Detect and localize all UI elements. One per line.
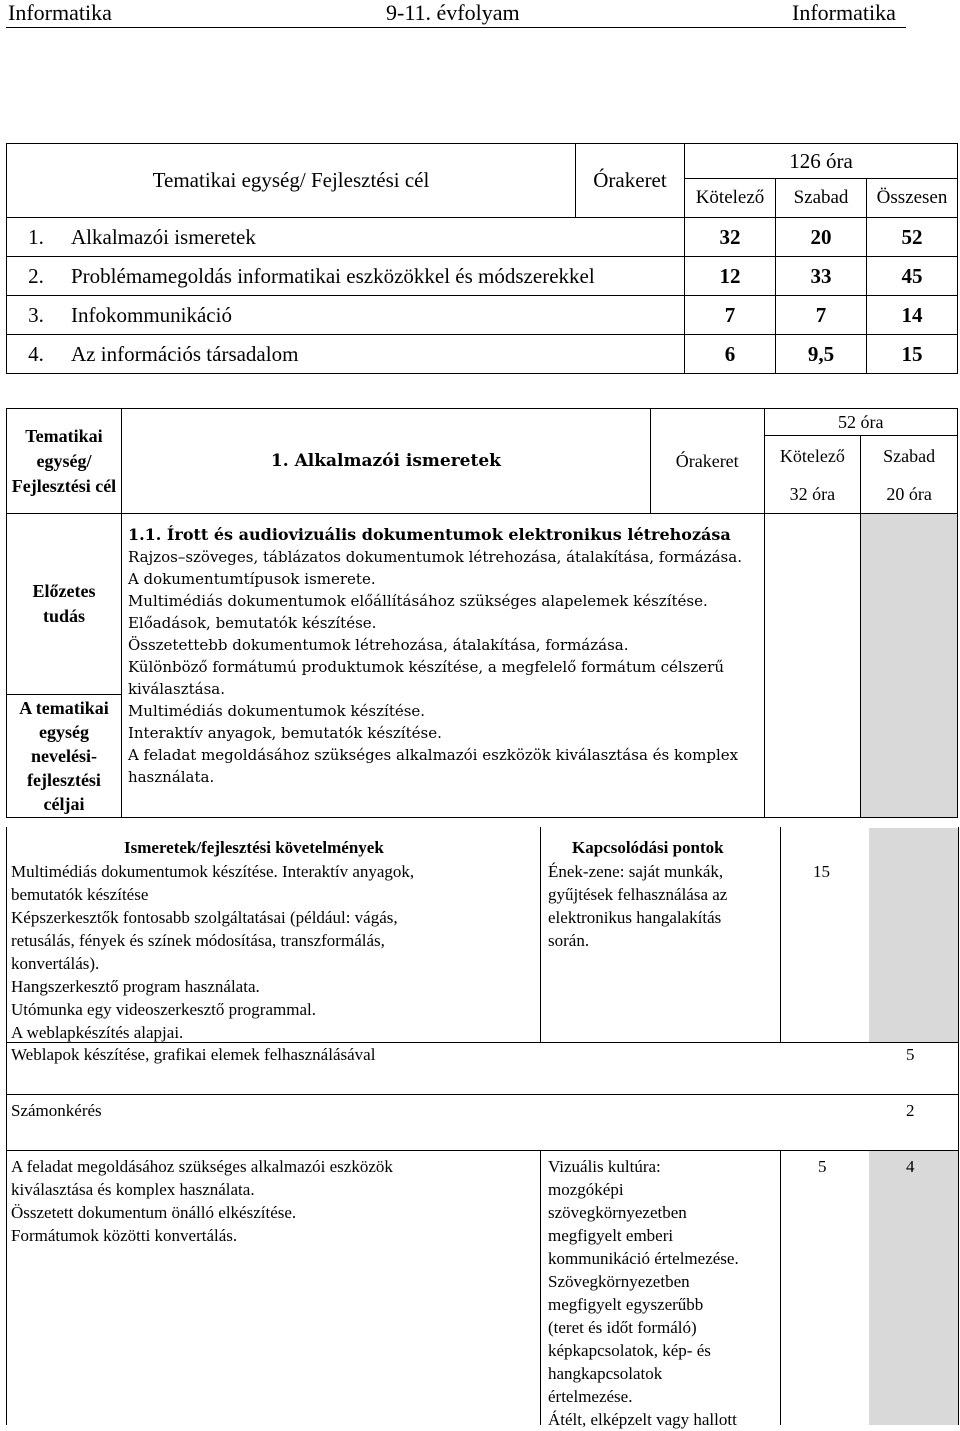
subsection-title: 1.1. Írott és audiovizuális dokumentumok elektronikus létrehozása [127,525,731,544]
row-free: 7 [776,296,867,335]
row-label: Alkalmazói ismeretek [65,218,685,257]
row-label: Problémamegoldás informatikai eszközökkel és módszerekkel [65,257,685,296]
row-index: 2. [7,257,66,296]
summary-col-topic: Tematikai egység/ Fejlesztési cél [7,144,576,218]
web-row-label: Weblapok készítése, grafikai elemek felhasználásával [11,1045,376,1064]
prior-line: A dokumentumtípusok ismerete. [127,570,376,588]
row-mandatory: 12 [685,257,776,296]
prior-line: Rajzos–szöveges, táblázatos dokumentumok létrehozása, átalakítása, formázása. [127,548,742,566]
req-shaded-cell-2 [869,1151,958,1425]
req-left-line: Képszerkesztők fontosabb szolgáltatásai (például: vágás, [11,908,398,927]
last-right-line: szövegkörnyezetben [548,1203,687,1222]
unit-table [6,408,958,818]
last-right-line: (teret és időt formáló) [548,1318,697,1337]
summary-col-mandatory: Kötelező [685,179,776,218]
header-right: Informatika [792,0,896,25]
summary-col-hours: Órakeret [576,144,685,218]
req-right-line: során. [548,931,590,950]
unit-free-label: Szabad [883,445,936,466]
last-hours-b: 4 [906,1157,915,1176]
last-left-line: Összetett dokumentum önálló elkészítése. [11,1203,297,1222]
unit-title: 1. Alkalmazói ismeretek [121,409,650,514]
req-right-line: gyűjtések felhasználása az [548,885,728,904]
row-sum: 52 [867,218,958,257]
exam-row-hours: 2 [906,1101,915,1120]
last-right-line: hangkapcsolatok [548,1364,663,1383]
unit-total: 52 óra [764,409,957,436]
table-row [7,218,958,257]
table-row [7,257,958,296]
row-free: 33 [776,257,867,296]
summary-total: 126 óra [685,144,958,179]
req-left-line: Multimédiás dokumentumok készítése. Interaktív anyagok, [11,862,415,881]
header-rule [6,27,906,28]
row-free: 9,5 [776,335,867,374]
last-right-line: mozgóképi [548,1180,624,1199]
req-mid-border [540,827,541,1042]
req-divider-2 [6,1094,958,1095]
goal-line: Interaktív anyagok, bemutatók készítése. [127,724,442,742]
unit-free [861,436,958,514]
row-sum: 45 [867,257,958,296]
last-left-line: A feladat megoldásához szükséges alkalmazói eszközök [11,1157,393,1176]
req-right-border [780,827,781,1042]
req-left-line: A weblapkészítés alapjai. [11,1023,184,1042]
row-free: 20 [776,218,867,257]
goal-line: A feladat megoldásához szükséges alkalmazói eszközök kiválasztása és komplex használata. [127,746,739,786]
unit-blank-free [861,514,958,818]
last-hours-a: 5 [818,1157,827,1176]
req-mid-border-2 [540,1150,541,1425]
row-mandatory: 7 [685,296,776,335]
last-right-line: értelmezése. [548,1387,633,1406]
req-outer-right [958,827,959,1425]
req-left-block [11,860,414,1044]
req-left-border [6,827,7,1425]
unit-mandatory-label: Kötelező [779,445,845,466]
row-index: 3. [7,296,66,335]
table-row [7,296,958,335]
row-mandatory: 32 [685,218,776,257]
goal-line: Összetettebb dokumentumok létrehozása, átalakítása, formázása. [127,636,629,654]
row-index: 1. [7,218,66,257]
last-left-line: Formátumok közötti konvertálás. [11,1226,238,1245]
req-hours: 15 [813,862,830,881]
req-right-line: Ének-zene: saját munkák, [548,862,724,881]
last-right-line: Vizuális kultúra: [548,1157,661,1176]
req-left-line: retusálás, fények és színek módosítása, transzformálás, [11,931,385,950]
req-header-left: Ismeretek/fejlesztési követelmények [124,838,384,857]
req-right-block [548,860,727,952]
last-right-line: képkapcsolatok, kép- és [548,1341,711,1360]
row-label: Infokommunikáció [65,296,685,335]
last-right-line: Szövegkörnyezetben [548,1272,690,1291]
last-right-line: kommunikáció értelmezése. [548,1249,739,1268]
row-index: 4. [7,335,66,374]
summary-table [6,143,958,374]
row-sum: 14 [867,296,958,335]
req-left-line: bemutatók készítése [11,885,149,904]
unit-mandatory-hours: 32 óra [789,483,836,504]
unit-blank-mandatory [764,514,861,818]
prior-knowledge-label: Előzetes tudás [7,514,122,695]
row-label: Az információs társadalom [65,335,685,374]
req-header-right: Kapcsolódási pontok [572,838,724,857]
unit-content [121,514,764,818]
req-left-line: Utómunka egy videoszerkesztő programmal. [11,1000,316,1019]
exam-row-label: Számonkérés [11,1101,102,1120]
unit-topic-label: Tematikai egység/ Fejlesztési cél [7,409,122,514]
goal-line: Multimédiás dokumentumok készítése. [127,702,426,720]
req-shaded-cell [869,828,958,1042]
goals-label: A tematikai egység nevelési-fejlesztési céljai [7,695,122,818]
web-row-hours: 5 [906,1045,915,1064]
prior-line: Multimédiás dokumentumok előállításához szükséges alapelemek készítése. [127,592,708,610]
table-row [7,335,958,374]
req-left-line: konvertálás). [11,954,100,973]
unit-mandatory [764,436,861,514]
header-left: Informatika [8,0,112,25]
prior-line: Előadások, bemutatók készítése. [127,614,377,632]
last-left-block [11,1155,393,1247]
req-divider-3 [6,1150,958,1151]
last-right-line: megfigyelt egyszerűbb [548,1295,704,1314]
req-right-border-2 [780,1150,781,1425]
summary-col-free: Szabad [776,179,867,218]
unit-hours-label: Órakeret [650,409,764,514]
last-right-line: megfigyelt emberi [548,1226,674,1245]
row-sum: 15 [867,335,958,374]
goal-line: Különböző formátumú produktumok készítése, a megfelelő formátum célszerű kiválasztása. [127,658,725,698]
summary-col-sum: Összesen [867,179,958,218]
row-mandatory: 6 [685,335,776,374]
last-right-line: Átélt, elképzelt vagy hallott [548,1410,737,1429]
unit-free-hours: 20 óra [886,483,932,504]
last-left-line: kiválasztása és komplex használata. [11,1180,255,1199]
last-right-block [548,1155,739,1431]
req-left-line: Hangszerkesztő program használata. [11,977,260,996]
header-center: 9-11. évfolyam [386,0,520,25]
req-right-line: elektronikus hangalakítás [548,908,722,927]
